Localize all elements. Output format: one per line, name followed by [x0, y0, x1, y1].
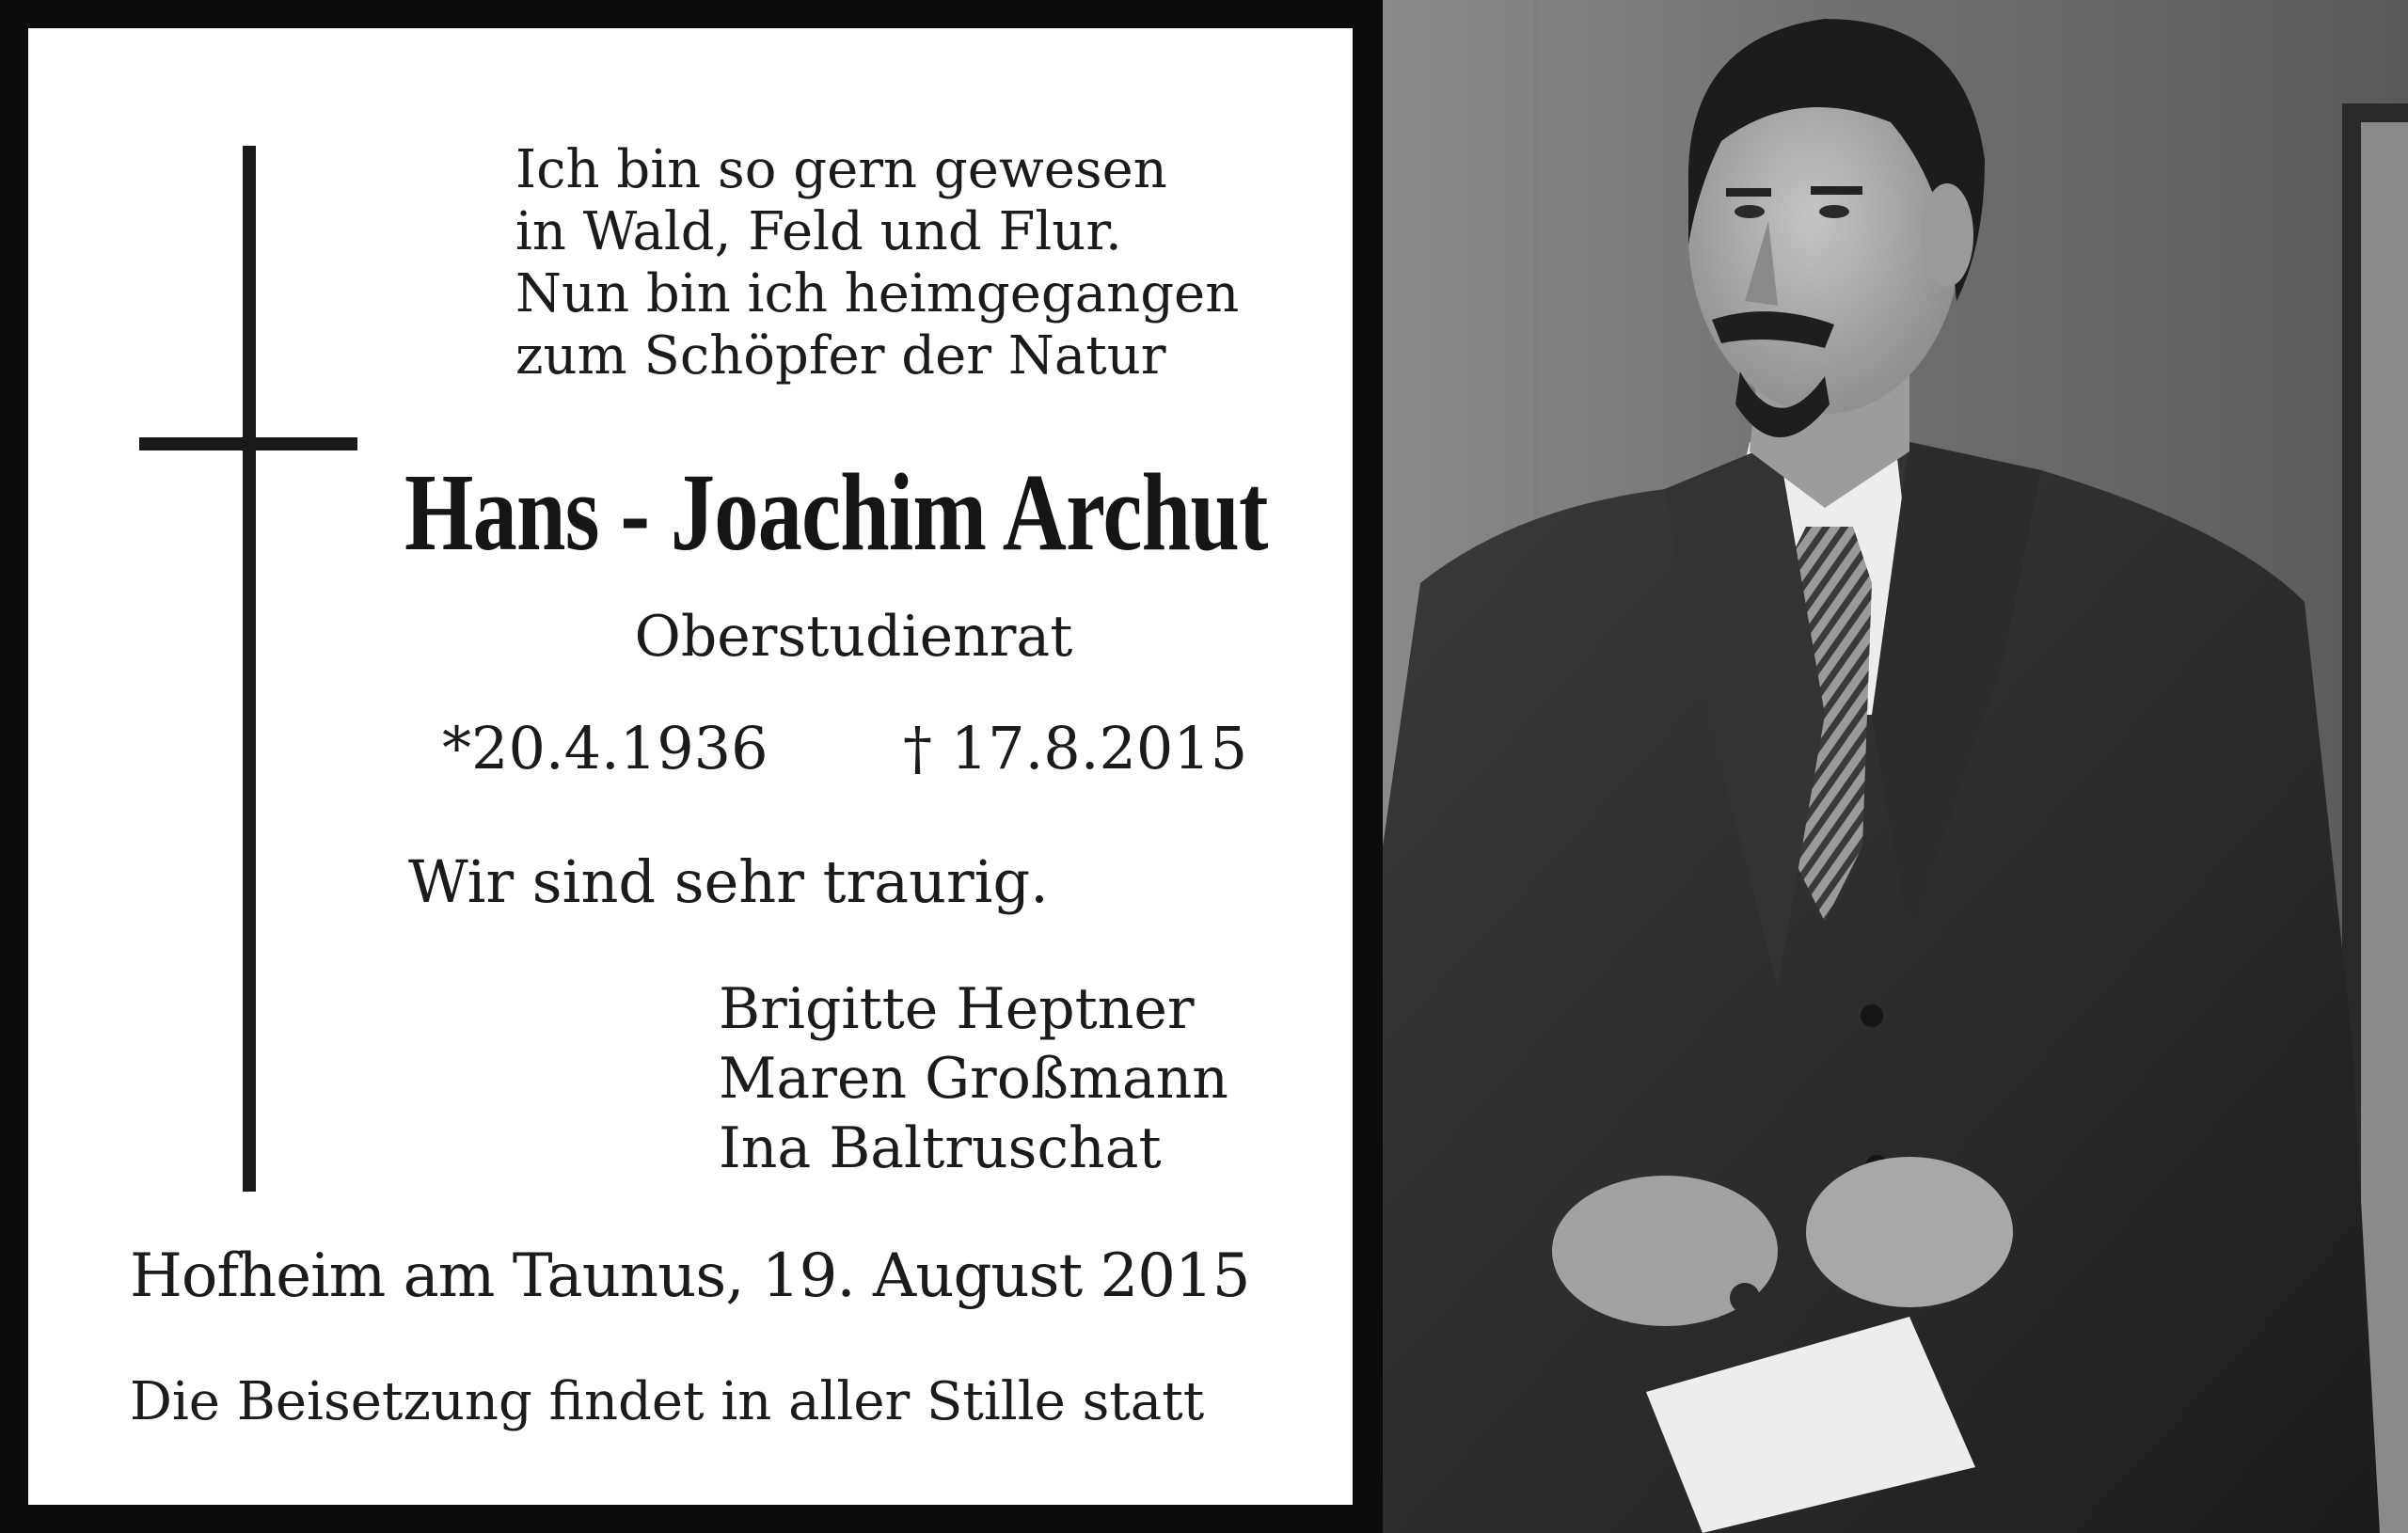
signer-name: Ina Baltruschat	[719, 1115, 1162, 1181]
deceased-title: Oberstudienrat	[634, 604, 1073, 670]
birth-date: *20.4.1936	[442, 714, 768, 782]
cross-icon-horizontal-bar	[139, 437, 357, 450]
portrait-photo	[1383, 0, 2408, 1533]
poem-line: Nun bin ich heimgegangen	[515, 263, 1240, 324]
poem-line: zum Schöpfer der Natur	[515, 325, 1166, 387]
signers	[719, 974, 1228, 1183]
portrait-image	[1383, 0, 2408, 1533]
deceased-name: Hans - Joachim Archut	[404, 450, 1268, 574]
signer-name: Maren Großmann	[719, 1046, 1228, 1112]
poem	[515, 139, 1239, 387]
notice-paper	[28, 28, 1353, 1505]
cross-icon-vertical-bar	[243, 146, 256, 1192]
poem-line: in Wald, Feld und Flur.	[515, 201, 1122, 262]
poem-line: Ich bin so gern gewesen	[515, 139, 1167, 200]
burial-note: Die Beisetzung findet in aller Stille statt	[130, 1371, 1205, 1432]
death-date: † 17.8.2015	[903, 714, 1248, 782]
grief-line: Wir sind sehr traurig.	[408, 847, 1049, 916]
place-and-date: Hofheim am Taunus, 19. August 2015	[130, 1241, 1250, 1311]
signer-name: Brigitte Heptner	[719, 976, 1195, 1042]
